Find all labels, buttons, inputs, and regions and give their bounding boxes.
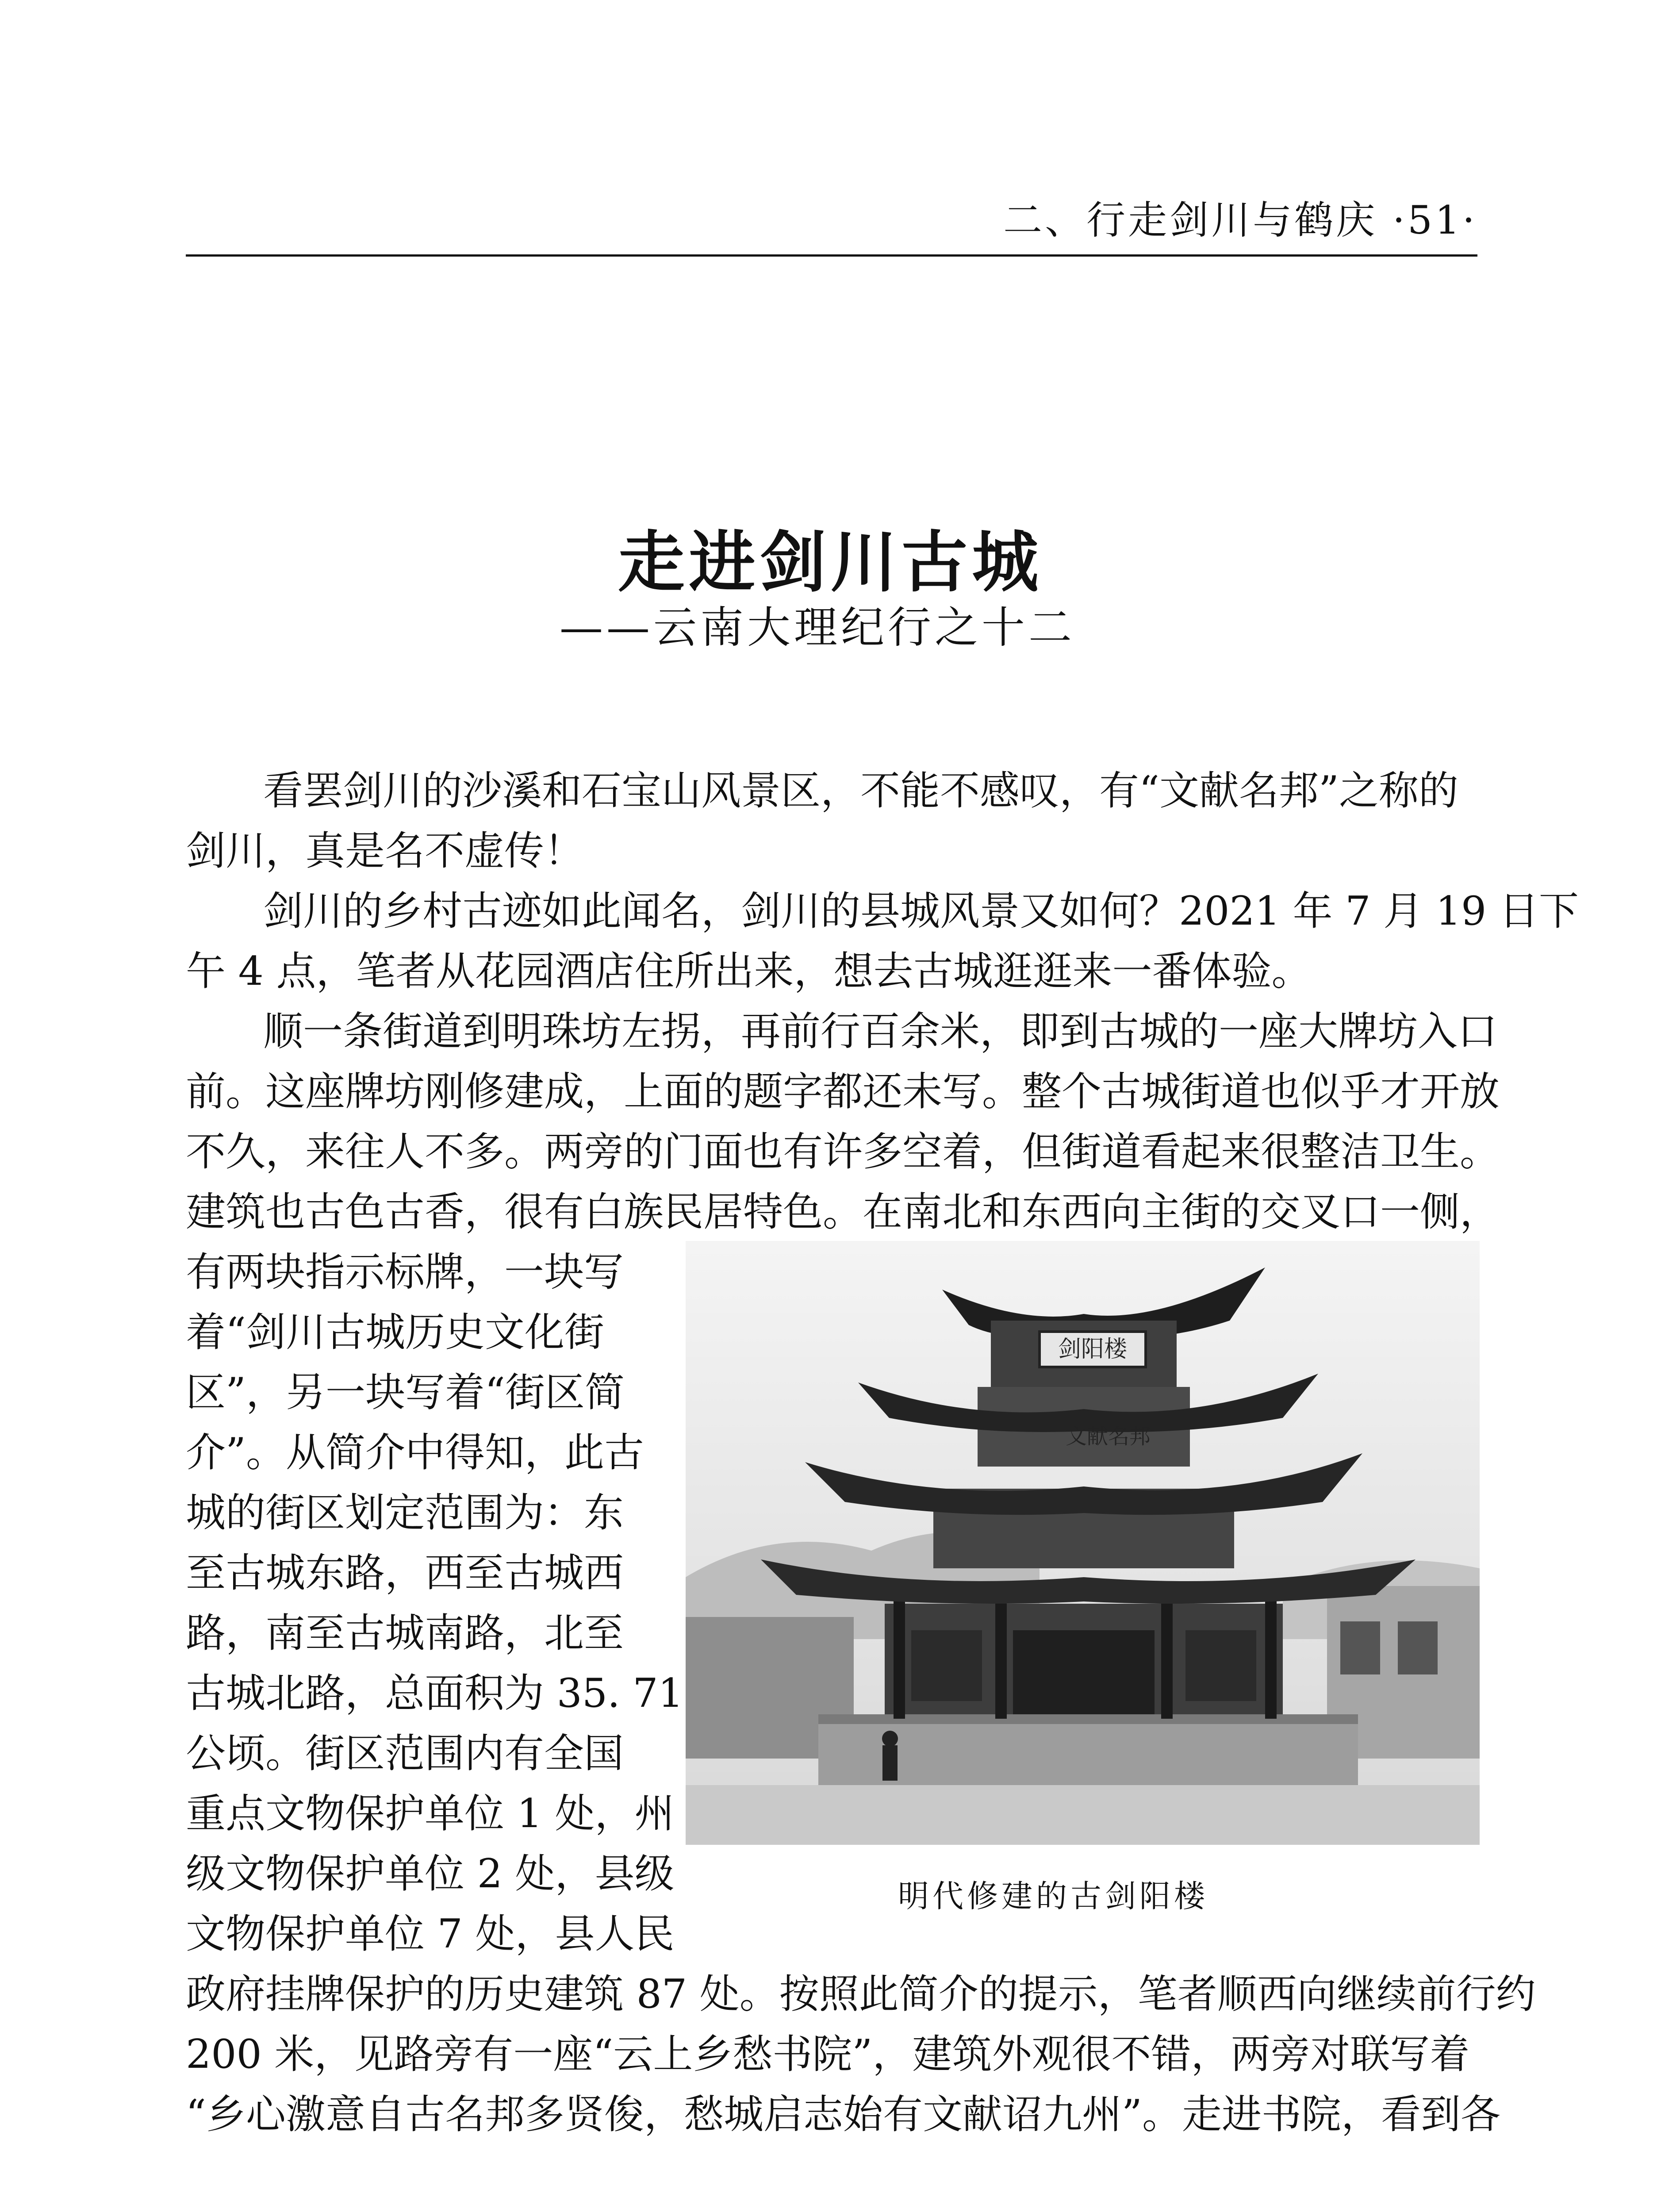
pavilion-illustration <box>686 1241 1480 1845</box>
page-header <box>186 190 1477 257</box>
running-head: 二、行走剑川与鹤庆 ·51· <box>1003 197 1477 243</box>
pavilion-photo <box>686 1241 1480 1845</box>
article-subtitle: ——云南大理纪行之十二 <box>560 603 1076 653</box>
text-line: 午 4 点，笔者从花园酒店住所出来，想去古城逛逛来一番体验。 <box>186 948 1312 995</box>
text-line: 文物保护单位 7 处，县人民 <box>186 1911 675 1957</box>
text-line: 重点文物保护单位 1 处，州 <box>186 1790 675 1837</box>
text-line: 公顷。街区范围内有全国 <box>186 1730 624 1777</box>
text-line: 剑川的乡村古迹如此闻名，剑川的县城风景又如何？2021 年 7 月 19 日下 <box>263 888 1579 934</box>
text-line: 建筑也古色古香，很有白族民居特色。在南北和东西向主街的交叉口一侧， <box>186 1189 1500 1235</box>
text-line: 路，南至古城南路，北至 <box>186 1610 624 1656</box>
text-line: 看罢剑川的沙溪和石宝山风景区，不能不感叹，有“文献名邦”之称的 <box>263 768 1459 814</box>
text-line: 级文物保护单位 2 处，县级 <box>186 1851 675 1897</box>
text-line: 不久，来往人不多。两旁的门面也有许多空着，但街道看起来很整洁卫生。 <box>186 1129 1500 1175</box>
header-rule <box>186 254 1477 257</box>
text-line: 着“剑川古城历史文化街 <box>186 1309 605 1356</box>
text-line: 前。这座牌坊刚修建成，上面的题字都还未写。整个古城街道也似乎才开放 <box>186 1068 1500 1115</box>
text-line: “乡心激意自古名邦多贤俊，愁城启志始有文献诏九州”。走进书院，看到各 <box>186 2091 1501 2138</box>
plaque-upper-text: 剑阳楼 <box>1058 1336 1128 1363</box>
text-line: 顺一条街道到明珠坊左拐，再前行百余米，即到古城的一座大牌坊入口 <box>263 1008 1497 1055</box>
text-line: 200 米，见路旁有一座“云上乡愁书院”，建筑外观很不错，两旁对联写着 <box>186 2031 1470 2078</box>
article-title: 走进剑川古城 <box>618 523 1043 601</box>
text-line: 古城北路，总面积为 35. 71 <box>186 1670 683 1717</box>
photo-caption: 明代修建的古剑阳楼 <box>898 1878 1208 1914</box>
text-line: 有两块指示标牌，一块写 <box>186 1249 624 1295</box>
plaque-lower-text: 文献名邦 <box>1065 1424 1151 1449</box>
text-line: 城的街区划定范围为：东 <box>186 1490 624 1536</box>
text-line: 剑川，真是名不虚传！ <box>186 828 584 874</box>
text-line: 至古城东路，西至古城西 <box>186 1550 624 1596</box>
text-line: 政府挂牌保护的历史建筑 87 处。按照此简介的提示，笔者顺西向继续前行约 <box>186 1971 1536 2017</box>
text-line: 区”，另一块写着“街区简 <box>186 1369 625 1416</box>
text-line: 介”。从简介中得知，此古 <box>186 1429 644 1476</box>
